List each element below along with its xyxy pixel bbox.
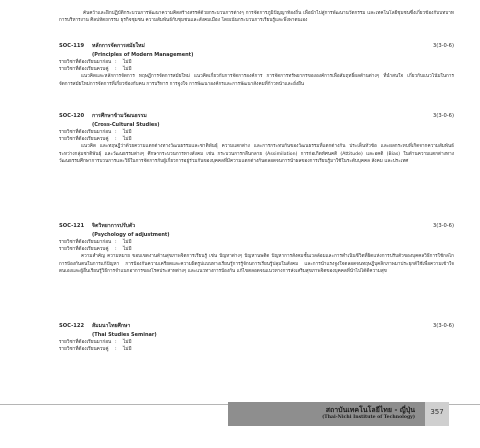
institute-name-th: สถาบันเทคโนโลยีไทย - ญี่ปุ่น [325,406,415,414]
colon: : [115,67,117,73]
colon: : [115,137,117,143]
course-code: SOC-121 [59,223,85,229]
course-header [59,222,454,231]
colon: : [115,130,117,135]
corequisite-value: ไม่มี [123,347,132,353]
prerequisite-label: รายวิชาที่ต้องเรียนมาก่อน [59,340,112,345]
course-block-soc-120 [59,112,454,166]
course-code: SOC-122 [59,323,85,329]
institute-name-en: (Thai-Nichi Institute of Technology) [322,415,415,420]
corequisite-row [59,66,454,73]
corequisite-label: รายวิชาที่ต้องเรียนควบคู่ [59,247,109,253]
colon: : [115,340,117,345]
prerequisite-label: รายวิชาที่ต้องเรียนมาก่อน [59,240,112,245]
corequisite-value: ไม่มี [123,247,132,253]
prerequisite-row [59,59,454,66]
corequisite-value: ไม่มี [123,137,132,143]
prerequisite-row [59,129,454,136]
course-code: SOC-119 [59,43,85,49]
course-name-en: (Principles of Modern Management) [92,52,194,58]
colon: : [115,60,117,65]
course-description: แนวคิด และทฤษฎีว่าด้วยความแตกต่างทางวัฒนธรรมและชาติพันธุ์ ความแตกต่าง และการกระทบกันของวัฒนธรรมที่แตกต่างกัน ประเด็นหัวข้อ และผลกระทบที่เกิดจากความสัมพันธ์ระหว่างกลุ่มชาติพันธุ์ และวัฒนธรรมต่างๆ ศึกษากระบวนการทางสังคม เช่น กระบวนการกลืนกลาย (Assimilation) การก่อเกิดทัศนคติ (Attitude) และอคติ (Bias) ในด้านความแตกต่างทางวัฒนธรรมศึกษาการบวนการและวิธีในการจัดการกับผู้เกี่ยวการอยู่ร่วมกันของบุคคลที่มีความแตกต่างกันตลอดจนการนำผลของการเรียนรู้มาใช้ในระดับบุคคล สังคม และประเทศ [59,144,454,165]
corequisite-label: รายวิชาที่ต้องเรียนควบคู่ [59,67,109,73]
course-block-soc-121 [59,222,454,276]
course-name-th: จิตวิทยาการปรับตัว [92,223,136,229]
course-name-en: (Psychology of adjustment) [92,232,170,238]
course-header [59,112,454,121]
course-description: ความสำคัญ ความหมาย ขอบเขตงานด้านสุขภาพจิตการเรียนรู้ เช่น ปัญหาต่างๆ ปัญหานพติด ปัญหาการสังคมชั้นเวลล้อมและการดำเนินชีวิตที่ผิดแห่งการปรับตัวของบุคคลวิธีการใช้กลไกการป้องกันตนในการแก้ปัญหา การป้องกันความเครียดและความผิดรูปแบบทางเรียนรู้การรู้จักนการเรียนรู้ปลุมในสังคม และการนำแรงจูงใจตลอดจนทฤษฎีบุคลิกภาพมาประยุกต์ใช้เพื่อความเข้าใจตนเองและผู้อื่นเรียนรู้วิธีการจำแนกอาการของโรคประสาทต่างๆ และแนวทางการป้องกัน แก้ไขตลอดจนแนวทางการส่งเสริมสุขภาพจิตของบุคคลที่นำไปได้ดีความสุข [59,254,454,275]
course-name-th: หลักการจัดการสมัยใหม่ [92,43,145,49]
prerequisite-value: ไม่มี [123,130,132,135]
page-number-box [425,402,449,426]
course-name-th: สัมมนาไทยศึกษา [92,323,131,329]
prerequisite-row [59,239,454,246]
prerequisite-value: ไม่มี [123,340,132,345]
page-number: 357 [430,408,444,416]
colon: : [115,240,117,245]
intro-paragraph: ค้นคว้าและฝึกปฏิบัติกระบวนการพัฒนาความคิดสร้างสรรค์ด้วยกระบวนการต่างๆ การจัดการภูมิปัญญาท้องถิ่น เพื่อนำไปสู่การพัฒนานวัตกรรม และเทคโนโลยีชุมชนซึ่งเกี่ยวข้องกับบทบาทการบริหารงาน ศิลปหัตถกรรม ธุรกิจชุมชน ความสัมพันธ์กับชุมชนและสังคมเมือง โดยเน้นกระบวนการเรียนรู้และพึ่งพาตนเอง [59,11,454,24]
colon: : [115,347,117,353]
prerequisite-value: ไม่มี [123,60,132,65]
course-description: แนวคิดและหลักการจัดการ ทฤษฎีการจัดการสมัยใหม่ แนวคิดเกี่ยวกับการจัดการองค์การ การจัดการทรัพยากรขององค์การเพื่อสัมฤทธิ์ผลด้านต่างๆ ที่นำสนใจ เกี่ยวกับแนวโน้มในการจัดการสมัยใหม่การจัดการที่เกี่ยวข้องกับคน การบริหาร การจูงใจ การพัฒนาองค์กรและการพัฒนาสังคมที่ก้าวหน้าและยั่งยืน [59,74,454,87]
corequisite-label: รายวิชาที่ต้องเรียนควบคู่ [59,347,109,353]
course-credits: 3(3-0-6) [433,323,454,329]
corequisite-label: รายวิชาที่ต้องเรียนควบคู่ [59,137,109,143]
course-credits: 3(3-0-6) [433,113,454,119]
course-header [59,322,454,331]
prerequisite-value: ไม่มี [123,240,132,245]
prerequisite-label: รายวิชาที่ต้องเรียนมาก่อน [59,60,112,65]
corequisite-row [59,346,454,353]
course-name-en: (Cross-Cultural Studies) [92,122,160,128]
course-name-th: การศึกษาข้ามวัฒนธรรม [92,113,147,119]
corequisite-row [59,246,454,253]
course-name-en: (Thai Studies Seminar) [92,332,157,338]
course-credits: 3(3-0-6) [433,223,454,229]
footer-institute-banner [228,402,425,426]
prerequisite-row [59,339,454,346]
course-credits: 3(3-0-6) [433,43,454,49]
course-code: SOC-120 [59,113,85,119]
course-block-soc-119 [59,42,454,88]
prerequisite-label: รายวิชาที่ต้องเรียนมาก่อน [59,130,112,135]
corequisite-row [59,136,454,143]
colon: : [115,247,117,253]
course-header [59,42,454,51]
course-block-soc-122 [59,322,454,353]
corequisite-value: ไม่มี [123,67,132,73]
